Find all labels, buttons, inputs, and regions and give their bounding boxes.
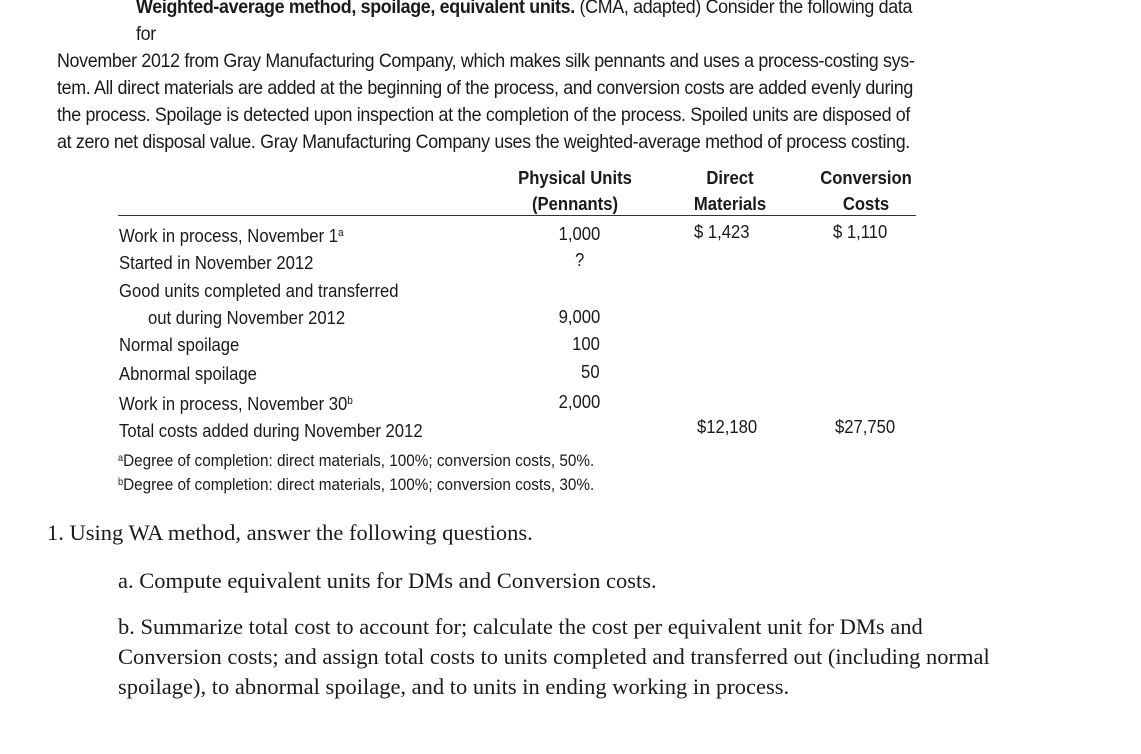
- cell-wip-begin-cc: $ 1,110: [833, 221, 888, 242]
- header-direct-materials: [676, 165, 784, 217]
- footnote-a-text: Degree of completion: direct materials, 100%; conversion costs, 50%.: [123, 451, 595, 470]
- problem-source: (CMA, adapted): [579, 0, 701, 18]
- cell-good-units: 9,000: [558, 306, 600, 327]
- header-units-line2: (Pennants): [531, 193, 619, 214]
- problem-title: Weighted-average method, spoilage, equivalent units.: [136, 0, 575, 18]
- row-label-total-costs: Total costs added during November 2012: [119, 420, 423, 441]
- intro-line-3: tem. All direct materials are added at the beginning of the process, and conversion costs are added evenly during: [57, 78, 913, 99]
- header-conversion-costs: [807, 165, 926, 217]
- intro-line-1: [57, 0, 931, 48]
- header-cc-line2: Costs: [842, 193, 890, 214]
- footnote-mark-a: a: [337, 227, 344, 239]
- cell-abnormal-spoilage-units: 50: [581, 361, 600, 382]
- cell-wip-end-units: 2,000: [558, 391, 600, 412]
- row-label-abnormal-spoilage: Abnormal spoilage: [119, 363, 257, 384]
- problem-statement: [57, 0, 931, 156]
- cell-normal-spoilage-units: 100: [572, 333, 600, 354]
- cell-started-units: ?: [574, 249, 584, 270]
- header-cc-line1: Conversion: [820, 167, 912, 188]
- cell-total-costs-cc: $27,750: [835, 416, 896, 437]
- header-physical-units: [508, 165, 643, 217]
- footnote-b: [118, 473, 594, 497]
- row-label-wip-end: Work in process, November 30$^b$: [119, 393, 353, 414]
- footnote-a-mark: a: [118, 453, 124, 464]
- cell-total-costs-dm: $12,180: [697, 416, 758, 437]
- header-rule: [118, 215, 916, 216]
- row-label-wip-begin: Work in process, November 1$^a$: [119, 225, 344, 246]
- footnote-mark-b: b: [347, 395, 353, 407]
- header-dm-line2: Materials: [693, 193, 767, 214]
- intro-line-2: November 2012 from Gray Manufacturing Company, which makes silk pennants and uses a process-costing sys-: [57, 51, 915, 72]
- row-label-good-units: out during November 2012: [148, 307, 346, 328]
- intro-line-5: at zero net disposal value. Gray Manufacturing Company uses the weighted-average method of process costing.: [57, 132, 910, 153]
- intro-text-1: Consider the following data for: [136, 0, 913, 45]
- footnote-b-text: Degree of completion: direct materials, 100%; conversion costs, 30%.: [123, 475, 595, 494]
- row-label-good-units-line1: Good units completed and transferred: [119, 280, 399, 301]
- question-1: 1. Using WA method, answer the following questions.: [47, 520, 533, 545]
- footnote-a: [118, 449, 594, 473]
- intro-line-4: the process. Spoilage is detected upon inspection at the completion of the process. Spoiled units are disposed of: [57, 105, 911, 126]
- cell-wip-begin-units: 1,000: [558, 223, 600, 244]
- row-label-started: Started in November 2012: [119, 252, 314, 273]
- footnote-b-mark: b: [118, 477, 124, 488]
- cell-wip-begin-dm: $ 1,423: [694, 221, 750, 242]
- question-1a: a. Compute equivalent units for DMs and Conversion costs.: [118, 568, 657, 593]
- row-label-normal-spoilage: Normal spoilage: [119, 334, 240, 355]
- question-1b: b. Summarize total cost to account for; calculate the cost per equivalent unit for DMs and Conversion costs; and assign total costs to units completed and transferred out (including normal spoilage), to abnormal spoilage, and to units in ending working in process.: [118, 614, 990, 699]
- header-units-line1: Physical Units: [518, 167, 632, 188]
- header-dm-line1: Direct: [706, 167, 754, 188]
